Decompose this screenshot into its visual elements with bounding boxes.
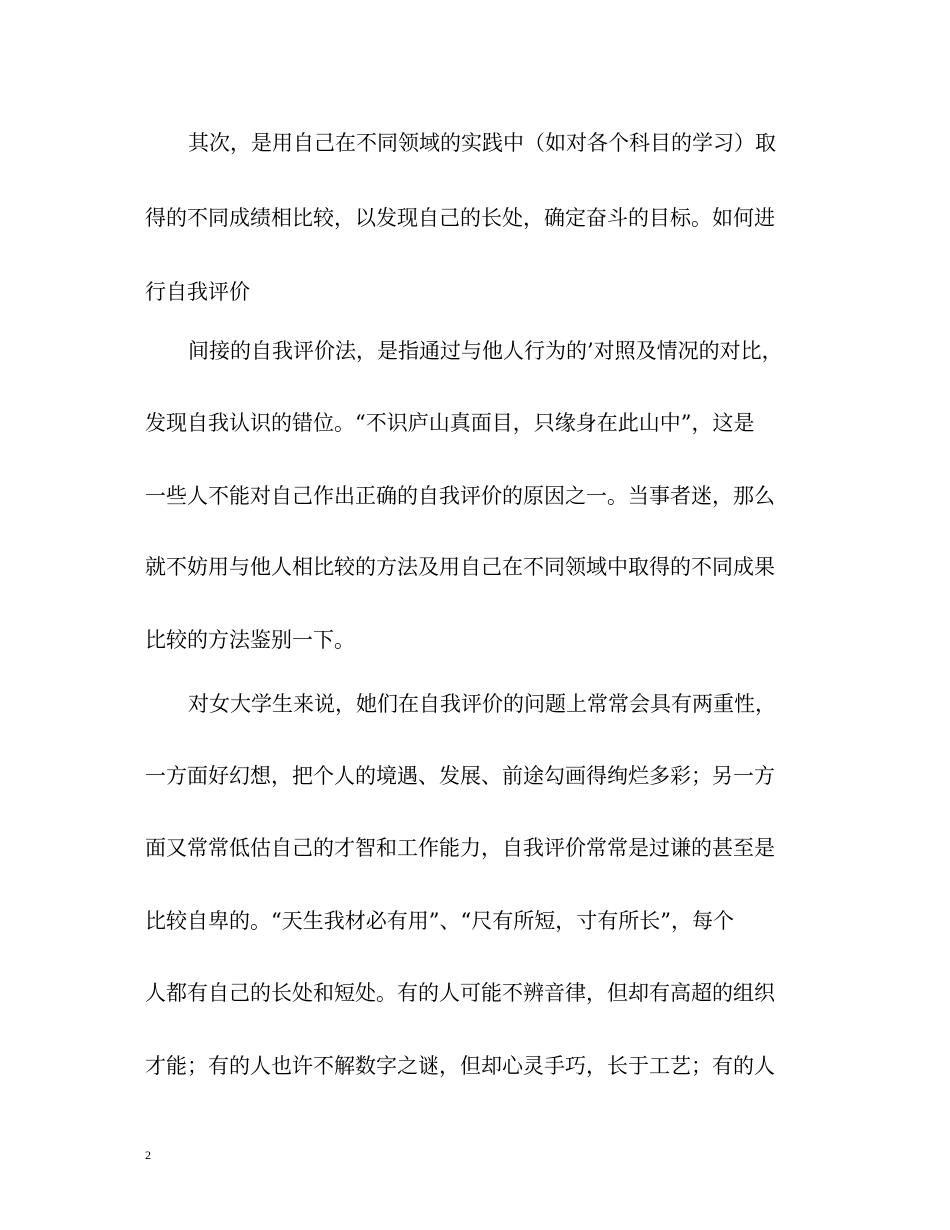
text-line-7: 就不妨用与他人相比较的方法及用自己在不同领域中取得的不同成果 [145,555,775,579]
text-line-3: 行自我评价 [145,280,250,304]
text-line-1: 其次，是用自己在不同领域的实践中（如对各个科目的学习）取 [188,131,776,155]
text-line-2: 得的不同成绩相比较，以发现自己的长处，确定奋斗的目标。如何进 [145,206,775,230]
text-line-11: 面又常常低估自己的才智和工作能力，自我评价常常是过谦的甚至是 [145,836,775,860]
text-line-9: 对女大学生来说，她们在自我评价的问题上常常会具有两重性， [188,692,776,716]
text-line-10: 一方面好幻想，把个人的境遇、发展、前途勾画得绚烂多彩；另一方 [145,764,775,788]
text-line-13: 人都有自己的长处和短处。有的人可能不辨音律，但却有高超的组织 [145,981,775,1005]
text-line-5: 发现自我认识的错位。“不识庐山真面目，只缘身在此山中”，这是 [145,411,755,435]
text-line-8: 比较的方法鉴别一下。 [145,628,355,652]
page-number: 2 [145,1148,151,1162]
text-line-12: 比较自卑的。“天生我材必有用”、“尺有所短，寸有所长”，每个 [145,909,734,933]
text-line-4: 间接的自我评价法，是指通过与他人行为的’对照及情况的对比， [188,339,783,363]
text-line-14: 才能；有的人也许不解数字之谜，但却心灵手巧，长于工艺；有的人 [145,1054,775,1078]
text-line-6: 一些人不能对自己作出正确的自我评价的原因之一。当事者迷，那么 [145,484,775,508]
